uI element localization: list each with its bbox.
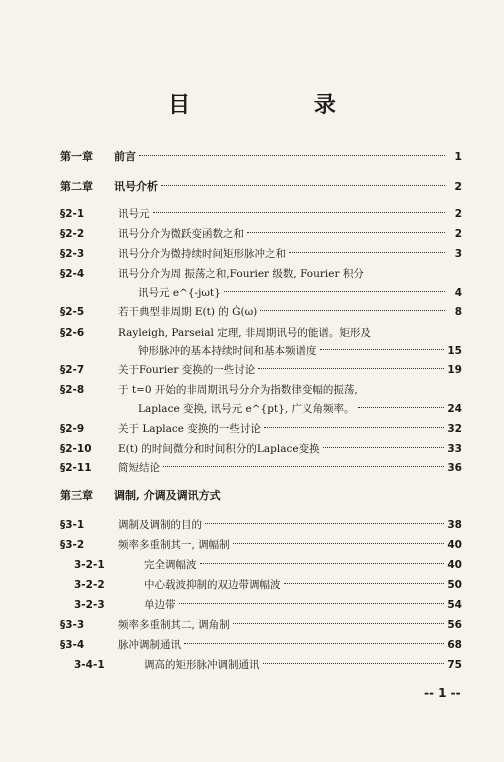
entry-page: 3 [454,248,462,260]
entry-title: 频率多重制其一, 调幅制 [118,539,230,551]
entry-number: 3-4-1 [74,659,105,671]
dot-leader [323,447,445,448]
entry-number: §3-3 [60,619,85,631]
entry-number: 第二章 [60,180,93,193]
entry-number: 第三章 [60,489,93,502]
entry-page: 15 [447,345,462,357]
entry-title: 脉冲调制通讯 [118,639,181,651]
entry-page: 56 [447,619,462,631]
toc-entry [74,576,462,594]
entry-title: 于 t=0 开始的非周期讯号分介为指数律变幅的振荡, [118,384,358,396]
entry-page: 33 [447,443,462,455]
dot-leader [233,623,445,624]
dot-leader [284,583,445,584]
toc-entry [60,616,462,634]
entry-number: §2-4 [60,268,85,280]
entry-page: 75 [447,659,462,671]
dot-leader [205,523,444,524]
entry-page: 36 [447,462,462,474]
dot-leader [289,252,445,253]
entry-title: 关于Fourier 变换的一些讨论 [118,364,256,376]
dot-leader [264,427,445,428]
toc-entry [60,148,462,166]
dot-leader [224,291,445,292]
entry-number: §3-2 [60,539,85,551]
entry-page: 50 [447,579,462,591]
entry-number: 3-2-2 [74,579,105,591]
toc-entry [60,225,462,243]
dot-leader [161,185,445,186]
toc-entry [74,556,462,574]
toc-entry [74,656,462,674]
entry-title: 讯号介析 [114,180,158,193]
dot-leader [179,603,445,604]
toc-entry [60,536,462,554]
toc-entry [60,178,462,196]
entry-number: §2-5 [60,306,85,318]
toc-entry [60,420,462,438]
entry-page: 2 [454,208,462,220]
entry-page: 8 [454,306,462,318]
dot-leader [247,232,445,233]
toc-entry [60,361,462,379]
dot-leader [139,155,445,156]
dot-leader [163,466,444,467]
toc-entry [60,324,462,342]
entry-page: 38 [447,519,462,531]
dot-leader [233,543,445,544]
entry-title: 关于 Laplace 变换的一些讨论 [118,423,261,435]
entry-number: §2-3 [60,248,85,260]
entry-page: 2 [454,228,462,240]
entry-page: 32 [447,423,462,435]
entry-page: 4 [454,287,462,299]
entry-title: 前言 [114,150,136,163]
entry-page: 1 [454,150,462,163]
toc-entry-continuation [138,342,462,360]
toc-entry [60,459,462,477]
entry-title: 单边带 [144,599,176,611]
dot-leader [320,349,445,350]
entry-title: 讯号元 e^{-jωt} [138,287,221,299]
dot-leader [358,407,445,408]
entry-title: 讯号分介为微跃变函数之和 [118,228,244,240]
entry-title: 讯号元 [118,208,150,220]
dot-leader [260,310,445,311]
entry-title: 中心载波抑制的双边带调幅波 [144,579,281,591]
entry-page: 40 [447,539,462,551]
entry-number: §3-4 [60,639,85,651]
entry-title: 讯号分介为周 振荡之和,Fourier 级数, Fourier 积分 [118,268,364,280]
entry-title: 完全调幅波 [144,559,197,571]
toc-entry [60,516,462,534]
toc-entry-continuation [138,400,462,418]
entry-title: 调制, 介调及调讯方式 [114,489,221,502]
entry-page: 2 [454,180,462,193]
dot-leader [200,563,445,564]
dot-leader [184,643,444,644]
entry-title: Laplace 变换, 讯号元 e^{pt}, 广义角频率。 [138,403,355,415]
entry-number: §2-8 [60,384,85,396]
entry-title: 钟形脉冲的基本持续时间和基本频谱度 [138,345,317,357]
entry-number: §3-1 [60,519,85,531]
entry-number: §2-2 [60,228,85,240]
entry-page: 40 [447,559,462,571]
entry-number: §2-11 [60,462,92,474]
toc-entry [60,381,462,399]
entry-number: 第一章 [60,150,93,163]
entry-title: 若干典型非周期 E(t) 的 Ġ(ω) [118,306,258,318]
toc-entry [60,303,462,321]
page-title: 目 录 [168,92,394,118]
dot-leader [153,212,446,213]
entry-title: 频率多重制其二, 调角制 [118,619,230,631]
entry-title: 简短结论 [118,462,160,474]
entry-page: 19 [447,364,462,376]
toc-entry [74,596,462,614]
entry-page: 54 [447,599,462,611]
entry-page: 24 [447,403,462,415]
entry-title: 讯号分介为微持续时间矩形脉冲之和 [118,248,286,260]
entry-page: 68 [447,639,462,651]
entry-number: 3-2-1 [74,559,105,571]
entry-title: 调制及调制的目的 [118,519,202,531]
toc-entry [60,245,462,263]
dot-leader [258,368,444,369]
entry-number: §2-7 [60,364,85,376]
entry-number: §2-9 [60,423,85,435]
toc-entry [60,205,462,223]
toc-entry [60,487,462,505]
page-number: -- 1 -- [424,686,461,700]
entry-number: §2-1 [60,208,85,220]
toc-entry [60,265,462,283]
dot-leader [263,663,445,664]
entry-title: Rayleigh, Parseial 定理, 非周期讯号的能谱。矩形及 [118,327,371,339]
entry-title: E(t) 的时间微分和时间积分的Laplace变换 [118,443,320,455]
entry-number: 3-2-3 [74,599,105,611]
entry-title: 调高的矩形脉冲调制通讯 [144,659,260,671]
toc-entry-continuation [138,284,462,302]
entry-number: §2-10 [60,443,92,455]
toc-entry [60,636,462,654]
toc-entry [60,440,462,458]
entry-number: §2-6 [60,327,85,339]
